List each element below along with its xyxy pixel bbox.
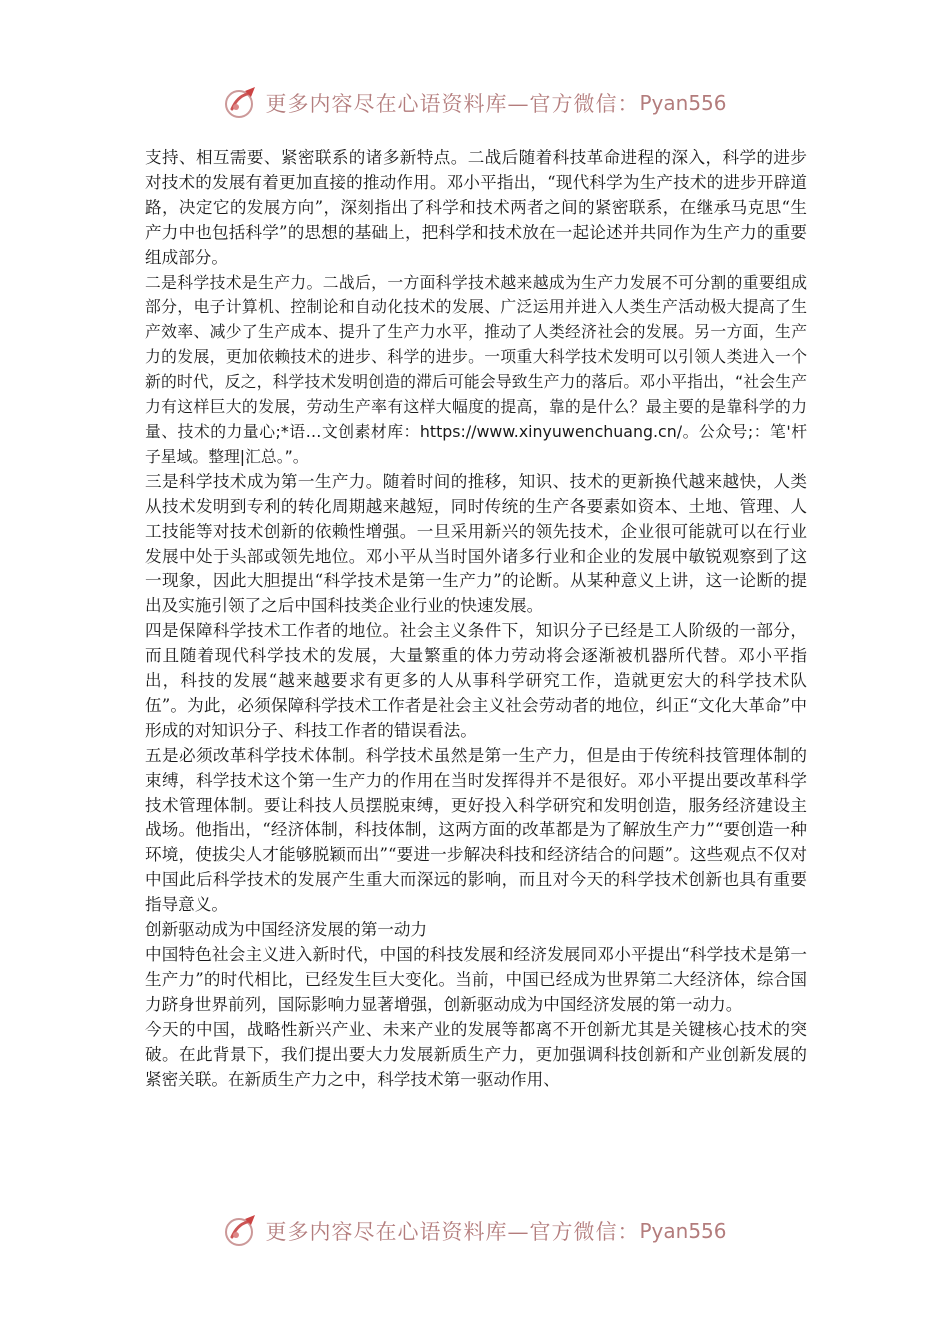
paragraph-4: 四是保障科学技术工作者的地位。社会主义条件下，知识分子已经是工人阶级的一部分，而且随着现代科学技术的发展，大量繁重的体力劳动将会逐渐被机器所代替。邓小平指出，科技的发展“越来越要求有更多的人从事科学研究工作，造就更宏大的科学技术队伍”。为此，必须保障科学技术工作者是社会主义社会劳动者的地位，纠正“文化大革命”中形成的对知识分子、科技工作者的错误看法。 [145,621,807,740]
paragraph-3: 三是科学技术成为第一生产力。随着时间的推移，知识、技术的更新换代越来越快，人类从技术发明到专利的转化周期越来越短，同时传统的生产各要素如资本、土地、管理、人工技能等对技术创新的依赖性增强。一旦采用新兴的领先技术，企业很可能就可以在行业发展中处于头部或领先地位。邓小平从当时国外诸多行业和企业的发展中敏锐观察到了这一现象，因此大胆提出“科学技术是第一生产力”的论断。从某种意义上讲，这一论断的提出及实施引领了之后中国科技类企业行业的快速发展。 [145,471,807,616]
header-banner [0,83,950,123]
banner-text: 更多内容尽在心语资料库—官方微信： [265,92,640,116]
paragraph-2: 二是科学技术是生产力。二战后，一方面科学技术越来越成为生产力发展不可分割的重要组成部分，电子计算机、控制论和自动化技术的发展、广泛运用并进入人类生产活动极大提高了生产效率、减少了生产成本、提升了生产力水平，推动了人类经济社会的发展。另一方面，生产力的发展，更加依赖技术的进步、科学的进步。一项重大科学技术发明可以引领人类进入一个新的时代，反之，科学技术发明创造的滞后可能会导致生产力的落后。邓小平指出，“社会生产力有这样巨大的发展，劳动生产率有这样大幅度的提高，靠的是什么？最主要的是靠科学的力量、技术的力量心;*语…文创素材库：https://www.xinyuwenchuang.cn/。公众号;：笔'杆子星域。整理|汇总。”。 [145,272,807,466]
footer-banner [0,1211,950,1251]
paragraph-6: 中国特色社会主义进入新时代，中国的科技发展和经济发展同邓小平提出“科学技术是第一生产力”的时代相比，已经发生巨大变化。当前，中国已经成为世界第二大经济体，综合国力跻身世界前列，国际影响力显著增强，创新驱动成为中国经济发展的第一动力。 [145,945,807,1014]
banner-contact: Pyan556 [639,1219,727,1243]
banner-contact: Pyan556 [639,91,727,115]
paragraph-1: 支持、相互需要、紧密联系的诸多新特点。二战后随着科技革命进程的深入，科学的进步对技术的发展有着更加直接的推动作用。邓小平指出，“现代科学为生产技术的进步开辟道路，决定它的发展方向”，深刻指出了科学和技术两者之间的紧密联系，在继承马克思“生产力中也包括科学”的思想的基础上，把科学和技术放在一起论述并共同作为生产力的重要组成部分。 [145,148,807,267]
pen-logo-icon [223,85,259,121]
document-body [145,146,807,1092]
banner-text: 更多内容尽在心语资料库—官方微信： [265,1220,640,1244]
section-heading: 创新驱动成为中国经济发展的第一动力 [145,920,428,940]
pen-logo-icon [223,1213,259,1249]
paragraph-7: 今天的中国，战略性新兴产业、未来产业的发展等都离不开创新尤其是关键核心技术的突破。在此背景下，我们提出要大力发展新质生产力，更加强调科技创新和产业创新发展的紧密关联。在新质生产力之中，科学技术第一驱动作用、 [145,1019,807,1089]
paragraph-5: 五是必须改革科学技术体制。科学技术虽然是第一生产力，但是由于传统科技管理体制的束缚，科学技术这个第一生产力的作用在当时发挥得并不是很好。邓小平提出要改革科学技术管理体制。要让科技人员摆脱束缚，更好投入科学研究和发明创造，服务经济建设主战场。他指出，“经济体制，科技体制，这两方面的改革都是为了解放生产力”“要创造一种环境，使拔尖人才能够脱颖而出”“要进一步解决科技和经济结合的问题”。这些观点不仅对中国此后科学技术的发展产生重大而深远的影响，而且对今天的科学技术创新也具有重要指导意义。 [145,745,807,915]
